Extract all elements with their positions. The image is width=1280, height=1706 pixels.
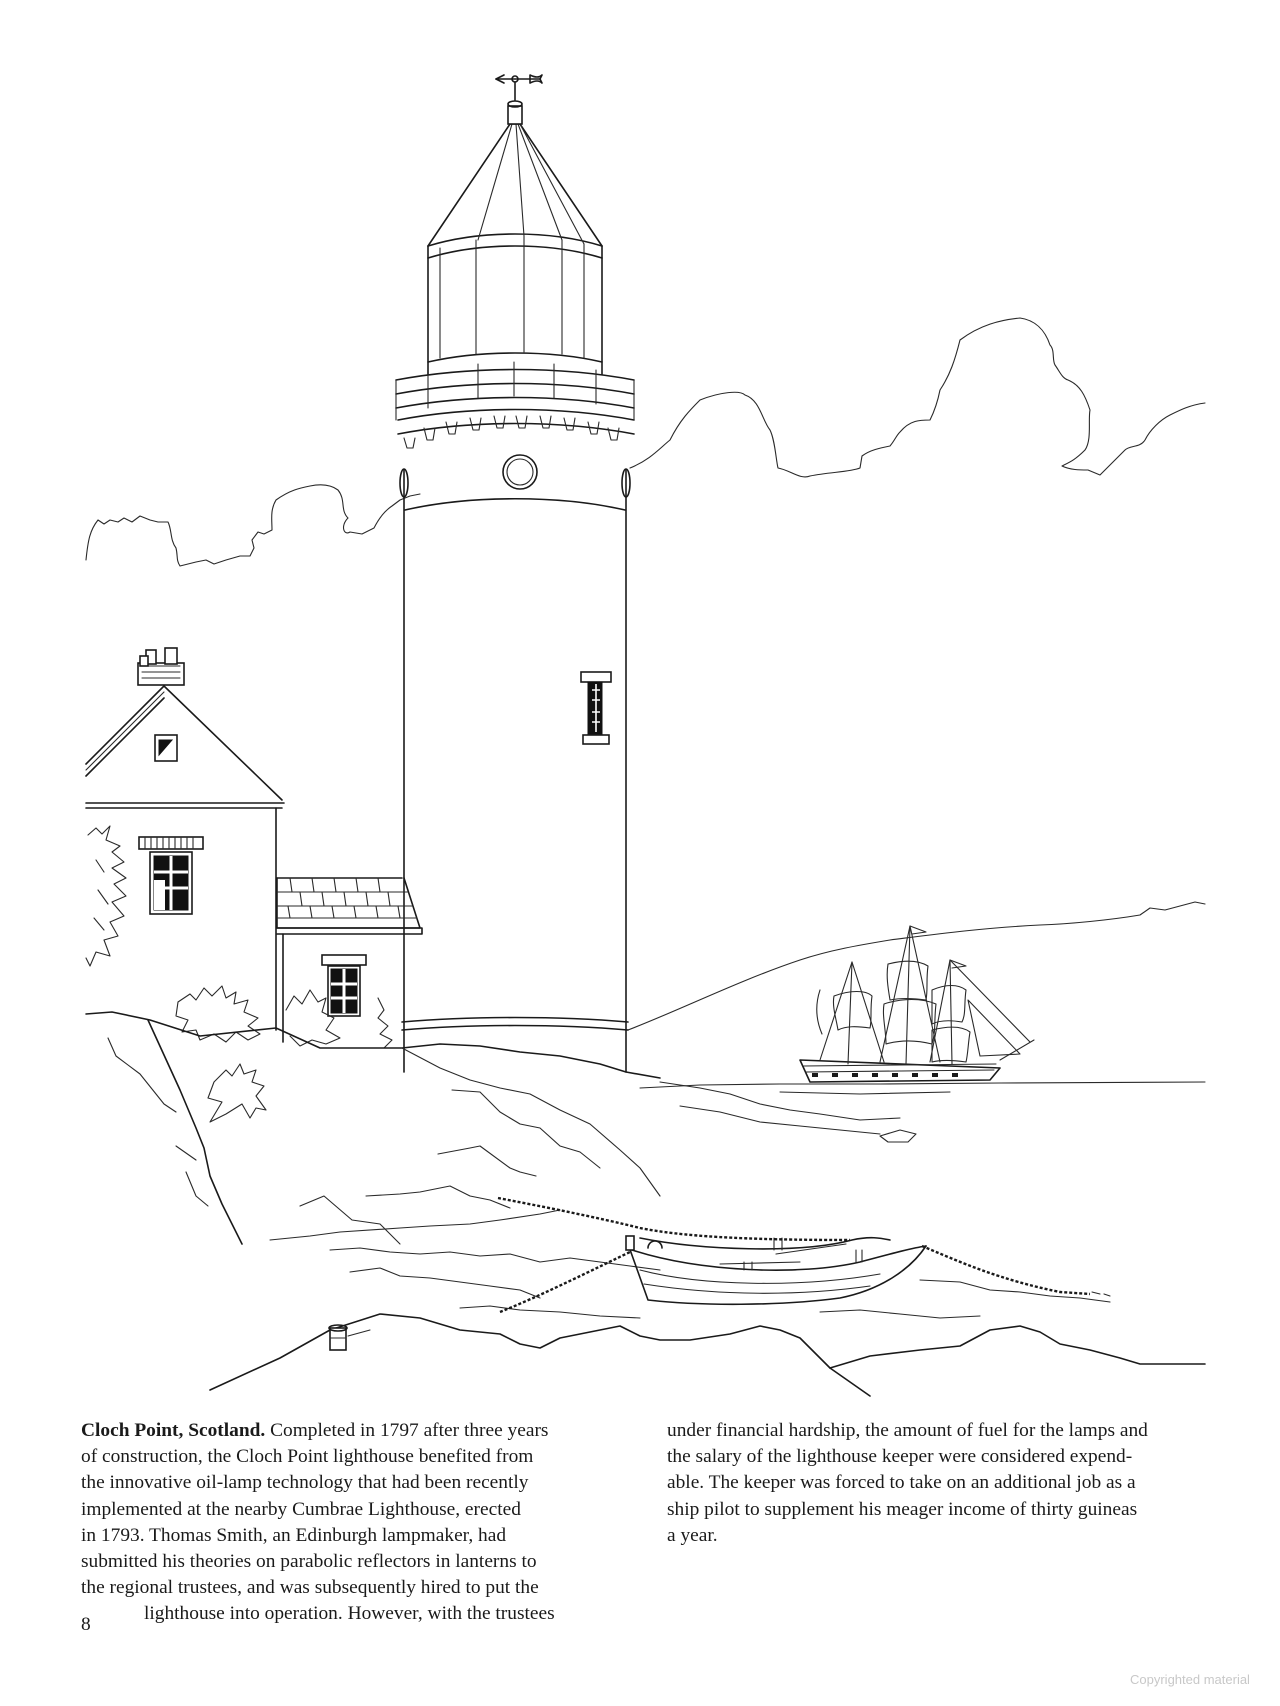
caption-line: of construction, the Cloch Point lighthouse benefited from [81, 1446, 534, 1468]
caption-line: able. The keeper was forced to take on an additional job as a [667, 1472, 1136, 1494]
caption-line: ship pilot to supplement his meager income of thirty guineas [667, 1498, 1138, 1520]
caption-line: in 1793. Thomas Smith, an Edinburgh lampmaker, had [81, 1524, 507, 1546]
caption-left-column [81, 1418, 621, 1628]
mooring-chain [498, 1198, 1110, 1312]
lighthouse-tower [396, 75, 634, 1072]
caption-line: lighthouse into operation. However, with the trustees [144, 1603, 555, 1625]
caption-line: Completed in 1797 after three years [265, 1420, 549, 1441]
bollard [329, 1325, 370, 1350]
annex-building [277, 878, 422, 1042]
sailing-ship [800, 926, 1034, 1082]
caption-line: under financial hardship, the amount of fuel for the lamps and [667, 1420, 1148, 1441]
rowboat [626, 1236, 926, 1304]
caption-line: the regional trustees, and was subsequently hired to put the [81, 1577, 539, 1599]
caption-line: the innovative oil-lamp technology that had been recently [81, 1472, 529, 1494]
clouds-left [86, 318, 1205, 566]
caption-line: submitted his theories on parabolic reflectors in lanterns to [81, 1551, 537, 1573]
caption-title: Cloch Point, Scotland. [81, 1420, 266, 1441]
caption-line: a year. [667, 1524, 718, 1546]
caption-right-column [667, 1418, 1212, 1549]
caption-line: implemented at the nearby Cumbrae Lighthouse, erected [81, 1498, 521, 1520]
rocky-shore [86, 1012, 1205, 1396]
copyright-watermark: Copyrighted material [1130, 1672, 1250, 1687]
caption-line: the salary of the lighthouse keeper were considered expend- [667, 1446, 1133, 1468]
keeper-cottage [86, 648, 284, 1030]
page-number: 8 [81, 1614, 91, 1635]
